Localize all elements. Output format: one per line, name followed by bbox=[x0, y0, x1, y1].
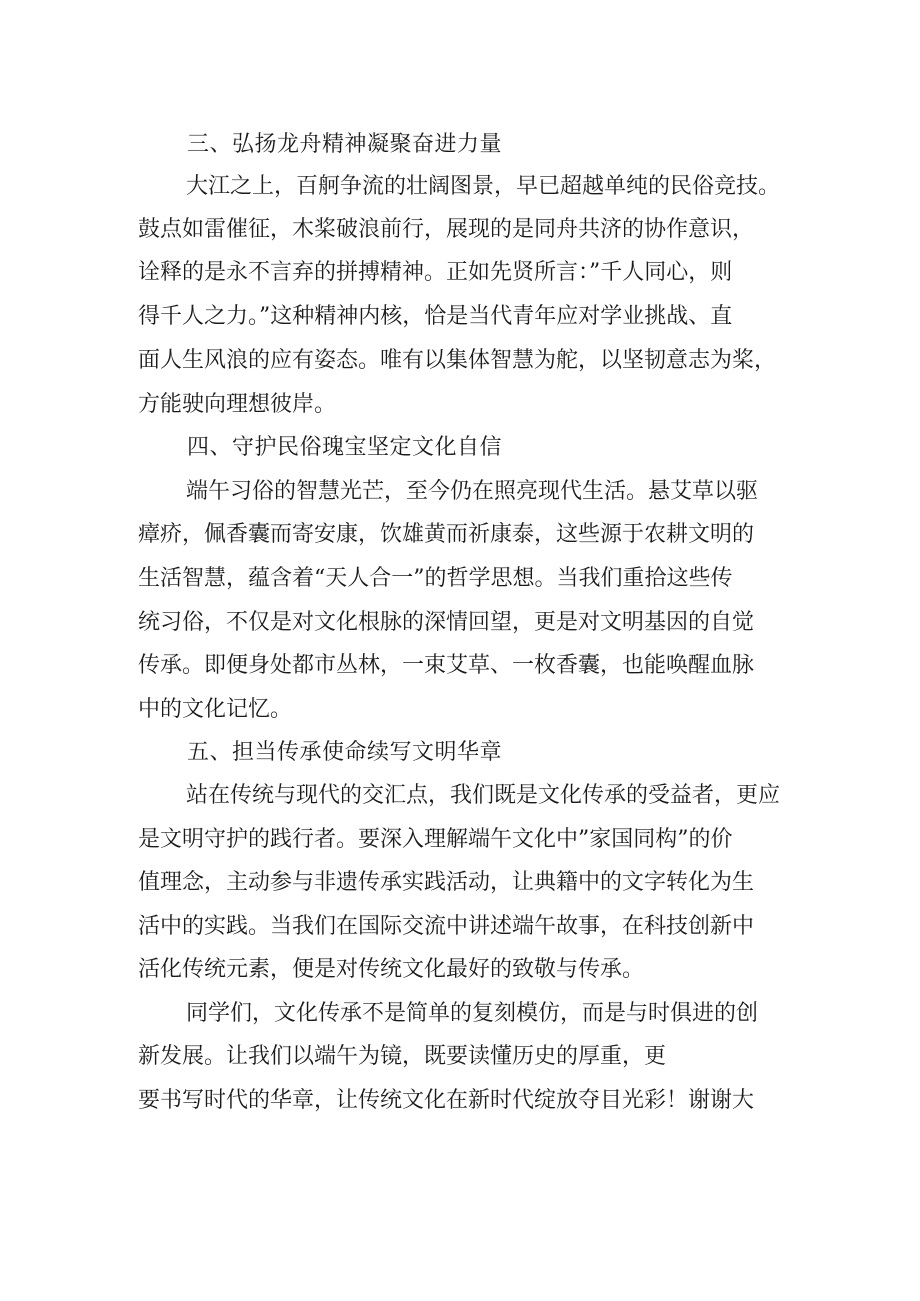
paragraph-line: 中的文化记忆。 bbox=[138, 697, 293, 722]
paragraph-line: 方能驶向理想彼岸。 bbox=[138, 392, 337, 417]
paragraph-line: 同学们，文化传承不是简单的复刻模仿，而是与时俱进的创 bbox=[186, 1001, 759, 1026]
paragraph-line: 诠释的是永不言弃的拼搏精神。正如先贤所言：”千人同心，则 bbox=[138, 260, 733, 285]
paragraph-line: 瘴疥，佩香囊而寄安康，饮雄黄而祈康泰，这些源于农耕文明的 bbox=[138, 522, 755, 547]
paragraph-line: 统习俗，不仅是对文化根脉的深情回望，更是对文明基因的自觉 bbox=[138, 610, 755, 635]
paragraph-line: 值理念，主动参与非遗传承实践活动，让典籍中的文字转化为生 bbox=[138, 870, 755, 895]
paragraph-line: 是文明守护的践行者。要深入理解端午文化中”家国同构”的价 bbox=[138, 827, 733, 852]
section-heading: 三、弘扬龙舟精神凝聚奋进力量 bbox=[187, 132, 503, 157]
paragraph-line: 生活智慧，蕴含着“天人合一”的哲学思想。当我们重拾这些传 bbox=[138, 566, 733, 591]
paragraph-line: 端午习俗的智慧光芒，至今仍在照亮现代生活。悬艾草以驱 bbox=[186, 479, 759, 504]
paragraph-line: 活中的实践。当我们在国际交流中讲述端午故事，在科技创新中 bbox=[138, 914, 755, 939]
paragraph-line: 要书写时代的华章，让传统文化在新时代绽放夺目光彩！谢谢大 bbox=[138, 1088, 755, 1113]
section-heading: 四、守护民俗瑰宝坚定文化自信 bbox=[187, 435, 503, 460]
paragraph-line: 新发展。让我们以端午为镜，既要读懂历史的厚重，更 bbox=[138, 1044, 667, 1069]
paragraph-line: 大江之上，百舸争流的壮阔图景，早已超越单纯的民俗竞技。 bbox=[186, 174, 781, 199]
section-heading: 五、担当传承使命续写文明华章 bbox=[187, 740, 503, 765]
paragraph-line: 活化传统元素，便是对传统文化最好的致敬与传承。 bbox=[138, 957, 645, 982]
paragraph-line: 鼓点如雷催征，木桨破浪前行，展现的是同舟共济的协作意识， bbox=[138, 217, 755, 242]
paragraph-line: 得千人之力。”这种精神内核，恰是当代青年应对学业挑战、直 bbox=[138, 304, 733, 329]
paragraph-line: 站在传统与现代的交汇点，我们既是文化传承的受益者，更应 bbox=[186, 783, 781, 808]
paragraph-line: 传承。即便身处都市丛林，一束艾草、一枚香囊，也能唤醒血脉 bbox=[138, 653, 755, 678]
paragraph-line: 面人生风浪的应有姿态。唯有以集体智慧为舵，以坚韧意志为桨， bbox=[138, 348, 777, 373]
